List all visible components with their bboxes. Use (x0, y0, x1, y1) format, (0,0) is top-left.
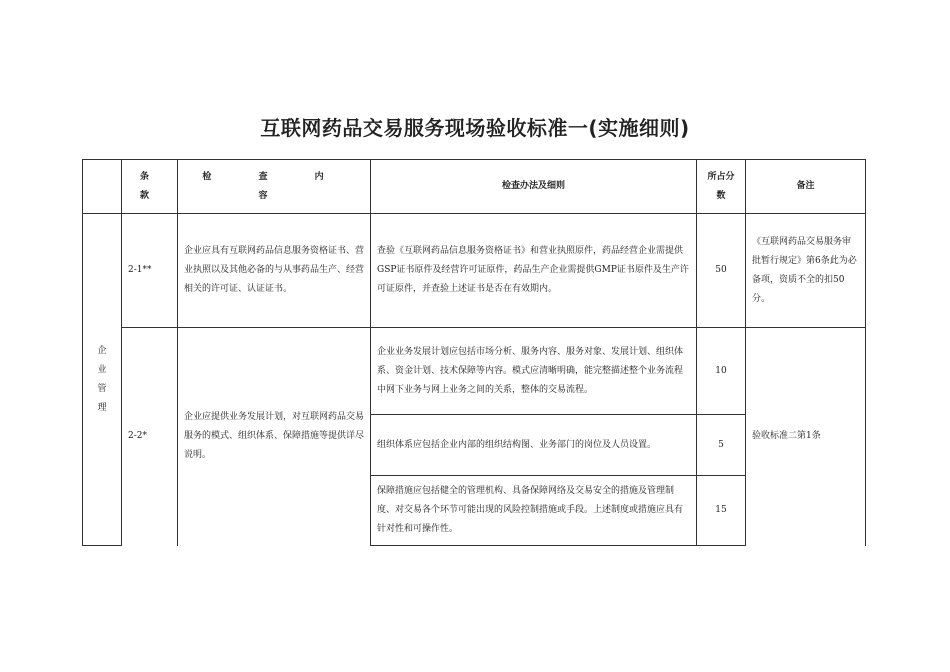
table-row (83, 328, 866, 415)
table-row (83, 214, 866, 328)
remark-cell: 《互联网药品交易服务审批暂行规定》第6条此为必备项，资质不全的扣50分。 (746, 214, 866, 328)
header-section (83, 160, 122, 214)
remark-cell: 验收标准二第1条 (746, 328, 866, 546)
method-cell: 查验《互联网药品信息服务资格证书》和营业执照原件，药品经营企业需提供GSP证书原件及经营许可证原件，药品生产企业需提供GMP证书原件及生产许可证原件，并查验上述证书是否在有效期内。 (371, 214, 697, 328)
method-cell: 组织体系应包括企业内部的组织结构图、业务部门的岗位及人员设置。 (371, 415, 697, 476)
score-cell: 50 (697, 214, 746, 328)
method-cell: 企业业务发展计划应包括市场分析、服务内容、服务对象、发展计划、组织体系、资金计划、技术保障等内容。模式应清晰明确，能完整描述整个业务流程中网下业务与网上业务之间的关系，整体的交易流程。 (371, 328, 697, 415)
header-remark: 备注 (746, 160, 866, 214)
content-cell: 企业应具有互联网药品信息服务资格证书、营业执照以及其他必备的与从事药品生产、经营相关的许可证、认证证书。 (178, 214, 371, 328)
header-clause: 条 款 (122, 160, 178, 214)
header-content: 检 查 内 容 (178, 160, 371, 214)
content-cell: 企业应提供业务发展计划，对互联网药品交易服务的模式、组织体系、保障措施等提供详尽说明。 (178, 328, 371, 546)
table-header-row (83, 160, 866, 214)
header-method: 检查办法及细则 (371, 160, 697, 214)
clause-cell: 2-1** (122, 214, 178, 328)
header-score: 所占分 数 (697, 160, 746, 214)
method-cell: 保障措施应包括健全的管理机构、具备保障网络及交易安全的措施及管理制度、对交易各个环节可能出现的风险控制措施或手段。上述制度或措施应具有针对性和可操作性。 (371, 476, 697, 546)
clause-cell: 2-2* (122, 328, 178, 546)
standards-table (82, 159, 866, 546)
score-cell: 15 (697, 476, 746, 546)
section-label: 企 业 管 理 (83, 214, 122, 546)
score-cell: 10 (697, 328, 746, 415)
score-cell: 5 (697, 415, 746, 476)
page-title: 互联网药品交易服务现场验收标准一(实施细则) (260, 116, 690, 140)
